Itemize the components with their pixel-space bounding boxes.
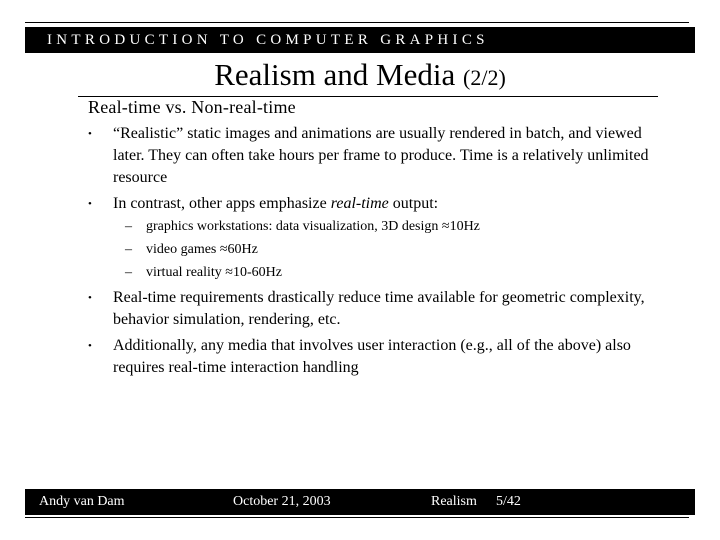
bullet-icon: •	[88, 340, 92, 352]
bullet-text: “Realistic” static images and animations are usually rendered in batch, and viewed later. They can often take hours per frame to produce. Time is a relatively unlimited resource	[113, 125, 649, 186]
bullet-text-suffix: output:	[388, 195, 439, 212]
sub-bullet-text: video games ≈60Hz	[146, 242, 258, 257]
header-bar	[25, 27, 695, 53]
footer-author: Andy van Dam	[39, 494, 125, 509]
footer-date: October 21, 2003	[233, 494, 331, 509]
bullet-text	[113, 193, 653, 215]
footer-page-number: 5/42	[496, 494, 521, 509]
bullet-text: Real-time requirements drastically reduce time available for geometric complexity, behavior simulation, rendering, etc.	[113, 289, 645, 328]
slide-title-text: Realism and Media	[214, 57, 456, 92]
bullet-text: Additionally, any media that involves user interaction (e.g., all of the above) also requires real-time interaction handling	[113, 337, 631, 376]
bullet-icon: •	[88, 128, 92, 140]
header-top-rule	[25, 22, 689, 23]
sub-bullet-text: graphics workstations: data visualization, 3D design ≈10Hz	[146, 219, 480, 234]
dash-icon: –	[125, 242, 132, 257]
bullet-icon: •	[88, 292, 92, 304]
slide-title-part: (2/2)	[463, 65, 506, 90]
bullet-text-prefix: In contrast, other apps emphasize	[113, 195, 331, 212]
footer-topic: Realism	[431, 494, 477, 509]
slide-title	[0, 57, 720, 96]
dash-icon: –	[125, 265, 132, 280]
footer-bottom-rule	[25, 517, 689, 518]
sub-bullet-text: virtual reality ≈10-60Hz	[146, 265, 282, 280]
slide-subtitle: Real-time vs. Non-real-time	[88, 97, 296, 117]
footer-bar	[25, 489, 695, 515]
dash-icon: –	[125, 219, 132, 234]
course-title: INTRODUCTION TO COMPUTER GRAPHICS	[47, 32, 489, 48]
bullet-icon: •	[88, 198, 92, 210]
bullet-text-emphasis: real-time	[330, 195, 389, 212]
